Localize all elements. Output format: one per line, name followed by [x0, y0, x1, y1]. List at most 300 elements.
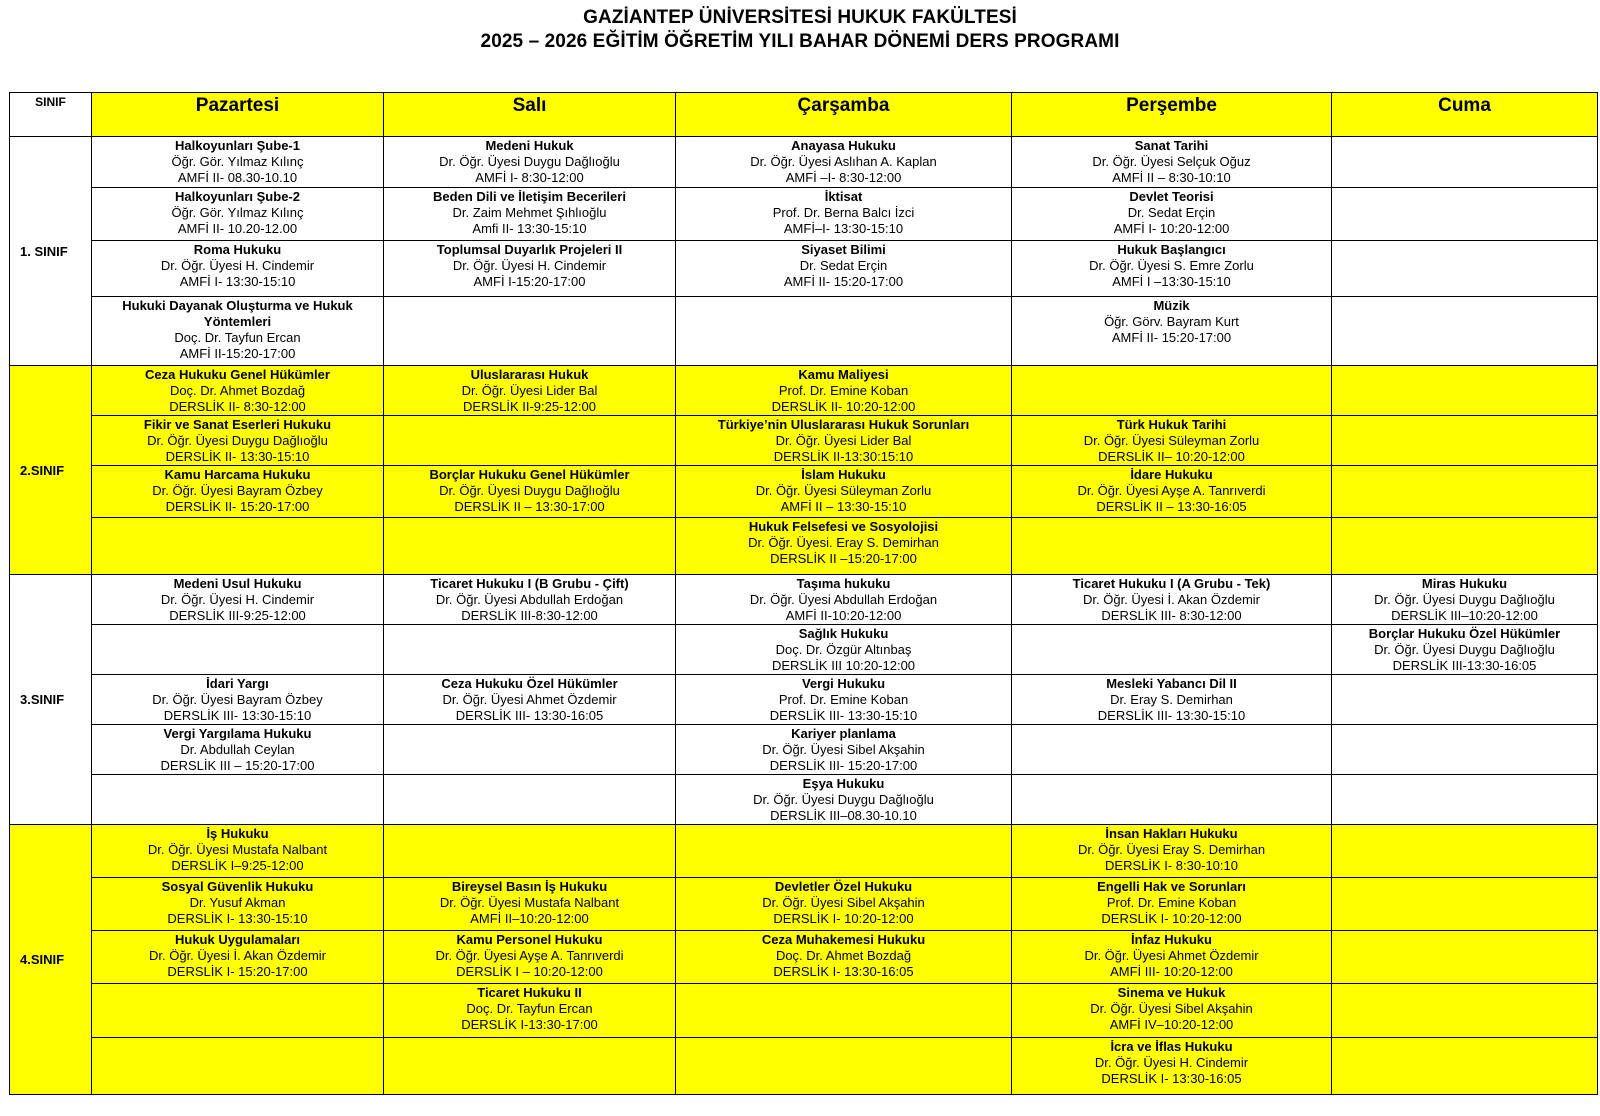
- course-name: Ceza Muhakemesi Hukuku: [761, 932, 926, 947]
- header-row: [10, 93, 1598, 137]
- course-name: Sağlık Hukuku: [798, 626, 889, 641]
- course-teacher: Dr. Öğr. Üyesi Lider Bal: [775, 433, 912, 448]
- empty-cell: [1332, 931, 1598, 984]
- schedule-row: [10, 625, 1598, 675]
- schedule-body: [10, 137, 1598, 1095]
- empty-cell: [1332, 675, 1598, 725]
- course: [1012, 575, 1331, 624]
- course-cell: [676, 188, 1012, 241]
- course-room-time: DERSLİK II-9:25-12:00: [463, 399, 596, 414]
- schedule-row: [10, 466, 1598, 518]
- schedule-row: [10, 931, 1598, 984]
- schedule-row: [10, 1038, 1598, 1095]
- course-name: İdari Yargı: [206, 676, 269, 691]
- course-name: Borçlar Hukuku Genel Hükümler: [429, 467, 630, 482]
- course-teacher: Dr. Öğr. Üyesi İ. Akan Özdemir: [1083, 592, 1260, 607]
- course-room-time: DERSLİK I-13:30-17:00: [461, 1017, 598, 1032]
- course-room-time: DERSLİK I–9:25-12:00: [171, 858, 304, 873]
- course-name: İdare Hukuku: [1130, 467, 1213, 482]
- empty-cell: [1332, 297, 1598, 366]
- course: [676, 466, 1011, 515]
- course: [676, 366, 1011, 415]
- course-cell: [92, 241, 384, 297]
- empty-cell: [384, 825, 676, 878]
- course-teacher: Dr. Sedat Erçin: [799, 258, 888, 273]
- course-teacher: Dr. Öğr. Üyesi Bayram Özbey: [152, 483, 323, 498]
- schedule-table: [9, 92, 1598, 1095]
- empty-cell: [1012, 366, 1332, 416]
- course: [1012, 878, 1331, 927]
- schedule-row: [10, 188, 1598, 241]
- empty-cell: [1332, 416, 1598, 466]
- course-name: Ticaret Hukuku I (A Grubu - Tek): [1072, 576, 1271, 591]
- course-room-time: DERSLİK III–08.30-10.10: [770, 808, 917, 823]
- course-teacher: Dr. Öğr. Üyesi Duygu Dağlıoğlu: [753, 792, 934, 807]
- course-name: Halkoyunları Şube-2: [175, 189, 300, 204]
- course-name: Ticaret Hukuku I (B Grubu - Çift): [430, 576, 629, 591]
- course: [92, 416, 383, 465]
- course-teacher: Dr. Öğr. Üyesi Süleyman Zorlu: [755, 483, 932, 498]
- course-cell: [1012, 984, 1332, 1038]
- course-name: Beden Dili ve İletişim Becerileri: [433, 189, 626, 204]
- course-teacher: Doç. Dr. Ahmet Bozdağ: [169, 383, 306, 398]
- empty-cell: [384, 416, 676, 466]
- course-cell: [1332, 575, 1598, 625]
- course: [92, 825, 383, 874]
- course-cell: [1012, 675, 1332, 725]
- course-cell: [384, 241, 676, 297]
- course: [1332, 575, 1597, 624]
- course-teacher: Dr. Yusuf Akman: [189, 895, 286, 910]
- course-cell: [1012, 188, 1332, 241]
- course-room-time: DERSLİK III- 13:30-15:10: [769, 708, 918, 723]
- course: [384, 366, 675, 415]
- course-name: Roma Hukuku: [193, 242, 282, 257]
- empty-cell: [92, 775, 384, 825]
- empty-cell: [1332, 825, 1598, 878]
- course-cell: [384, 366, 676, 416]
- course: [676, 188, 1011, 237]
- course-cell: [92, 137, 384, 188]
- empty-cell: [1332, 984, 1598, 1038]
- empty-cell: [1012, 725, 1332, 775]
- course: [384, 984, 675, 1033]
- course-room-time: AMFİ I- 8:30-12:00: [475, 170, 584, 185]
- column-header-pazartesi: Pazartesi: [92, 93, 384, 137]
- course: [1012, 416, 1331, 465]
- course: [1012, 297, 1331, 346]
- course-teacher: Doç. Dr. Tayfun Ercan: [174, 330, 301, 345]
- course-teacher: Dr. Öğr. Üyesi Ahmet Özdemir: [1084, 948, 1259, 963]
- course-room-time: DERSLİK III 10:20-12:00: [771, 658, 916, 673]
- course-name: Mesleki Yabancı Dil II: [1106, 676, 1237, 691]
- course: [1012, 1038, 1331, 1087]
- course-room-time: AMFİ I –13:30-15:10: [1112, 274, 1231, 289]
- course: [92, 575, 383, 624]
- course: [676, 241, 1011, 290]
- document-header: [0, 6, 1600, 54]
- course-name: İslam Hukuku: [801, 467, 886, 482]
- empty-cell: [384, 297, 676, 366]
- course-name: Siyaset Bilimi: [801, 242, 886, 257]
- course: [384, 466, 675, 515]
- course-cell: [92, 725, 384, 775]
- empty-cell: [1332, 466, 1598, 518]
- course-teacher: Dr. Zaim Mehmet Şıhlıoğlu: [452, 205, 607, 220]
- empty-cell: [384, 518, 676, 575]
- course-name: Vergi Yargılama Hukuku: [163, 726, 312, 741]
- course-name: İktisat: [824, 189, 863, 204]
- course: [676, 416, 1011, 465]
- course-room-time: DERSLİK I- 8:30-10:10: [1105, 858, 1238, 873]
- course-name: Halkoyunları Şube-1: [175, 138, 300, 153]
- course-name: Kamu Maliyesi: [798, 367, 889, 382]
- course: [676, 575, 1011, 624]
- course-cell: [676, 466, 1012, 518]
- course-name: Devlet Teorisi: [1129, 189, 1214, 204]
- course-cell: [1012, 297, 1332, 366]
- course-teacher: Dr. Öğr. Üyesi. Eray S. Demirhan: [748, 535, 939, 550]
- course-room-time: AMFİ II–10:20-12:00: [470, 911, 589, 926]
- course-teacher: Dr. Öğr. Üyesi İ. Akan Özdemir: [149, 948, 326, 963]
- course-cell: [676, 675, 1012, 725]
- title-line-1: GAZİANTEP ÜNİVERSİTESİ HUKUK FAKÜLTESİ: [583, 7, 1017, 28]
- course-teacher: Dr. Öğr. Üyesi Ahmet Özdemir: [442, 692, 617, 707]
- course-room-time: DERSLİK II – 13:30-17:00: [454, 499, 605, 514]
- course-teacher: Öğr. Görv. Bayram Kurt: [1104, 314, 1239, 329]
- course-name: Bireysel Basın İş Hukuku: [451, 879, 608, 894]
- column-header-carsamba: Çarşamba: [676, 93, 1012, 137]
- course-room-time: AMFİ II-10:20-12:00: [785, 608, 902, 623]
- course-name: Medeni Hukuk: [485, 138, 574, 153]
- course-cell: [384, 188, 676, 241]
- course-name: Türk Hukuk Tarihi: [1116, 417, 1227, 432]
- course-room-time: DERSLİK I- 13:30-16:05: [1101, 1071, 1242, 1086]
- course-room-time: DERSLİK III- 8:30-12:00: [1101, 608, 1242, 623]
- course-cell: [676, 518, 1012, 575]
- course-cell: [676, 137, 1012, 188]
- course: [92, 366, 383, 415]
- column-header-persembe: Perşembe: [1012, 93, 1332, 137]
- course-room-time: DERSLİK III- 13:30-15:10: [163, 708, 312, 723]
- empty-cell: [1332, 366, 1598, 416]
- course-cell: [92, 188, 384, 241]
- course-teacher: Doç. Dr. Ahmet Bozdağ: [775, 948, 912, 963]
- course-teacher: Dr. Öğr. Üyesi Aslıhan A. Kaplan: [750, 154, 937, 169]
- course-teacher: Dr. Öğr. Üyesi Bayram Özbey: [152, 692, 323, 707]
- course-name: Hukuk Başlangıcı: [1117, 242, 1226, 257]
- empty-cell: [1332, 137, 1598, 188]
- course-cell: [92, 675, 384, 725]
- course-teacher: Dr. Öğr. Üyesi Mustafa Nalbant: [439, 895, 620, 910]
- schedule-row: [10, 675, 1598, 725]
- course-cell: [384, 466, 676, 518]
- course-cell: [92, 931, 384, 984]
- course-teacher: Dr. Öğr. Üyesi H. Cindemir: [452, 258, 607, 273]
- course-cell: [676, 366, 1012, 416]
- course: [384, 241, 675, 290]
- course-teacher: Dr. Öğr. Üyesi Eray S. Demirhan: [1077, 842, 1266, 857]
- schedule-row: [10, 366, 1598, 416]
- course-cell: [92, 366, 384, 416]
- course-cell: [1012, 878, 1332, 931]
- course-cell: [92, 878, 384, 931]
- course-cell: [384, 675, 676, 725]
- course-room-time: DERSLİK I- 13:30-15:10: [167, 911, 308, 926]
- course-room-time: AMFİ I- 10:20-12:00: [1113, 221, 1230, 236]
- course-name: Hukuk Felsefesi ve Sosyolojisi: [748, 519, 939, 534]
- group-label: 3.SINIF: [10, 575, 92, 825]
- empty-cell: [1332, 1038, 1598, 1095]
- course: [676, 725, 1011, 774]
- course-name: Sinema ve Hukuk: [1117, 985, 1226, 1000]
- course-teacher: Dr. Öğr. Üyesi S. Emre Zorlu: [1089, 258, 1254, 273]
- course: [1012, 825, 1331, 874]
- course-name: Sosyal Güvenlik Hukuku: [161, 879, 314, 894]
- course: [384, 137, 675, 186]
- course-name: Fikir ve Sanat Eserleri Hukuku: [143, 417, 332, 432]
- course-teacher: Dr. Öğr. Üyesi Duygu Dağlıoğlu: [1374, 642, 1555, 657]
- course: [676, 931, 1011, 980]
- course-room-time: DERSLİK III–10:20-12:00: [1391, 608, 1538, 623]
- empty-cell: [1012, 775, 1332, 825]
- empty-cell: [1332, 518, 1598, 575]
- course: [92, 241, 383, 290]
- course-room-time: AMFİ II- 15:20-17:00: [783, 274, 904, 289]
- course-cell: [676, 931, 1012, 984]
- course: [92, 725, 383, 774]
- course-name: Türkiye’nin Uluslararası Hukuk Sorunları: [717, 417, 970, 432]
- empty-cell: [1332, 188, 1598, 241]
- course-teacher: Öğr. Gör. Yılmaz Kılınç: [171, 154, 304, 169]
- course-cell: [384, 931, 676, 984]
- course-teacher: Öğr. Gör. Yılmaz Kılınç: [171, 205, 304, 220]
- course-room-time: DERSLİK II-13:30:15:10: [773, 449, 914, 464]
- course: [384, 575, 675, 624]
- course-name: Toplumsal Duyarlık Projeleri II: [436, 242, 623, 257]
- course-room-time: AMFİ II- 08.30-10.10: [177, 170, 298, 185]
- course-teacher: Dr. Öğr. Üyesi Duygu Dağlıoğlu: [439, 483, 620, 498]
- course-cell: [384, 878, 676, 931]
- empty-cell: [1332, 725, 1598, 775]
- course-name: Uluslararası Hukuk: [470, 367, 589, 382]
- course: [676, 675, 1011, 724]
- empty-cell: [384, 725, 676, 775]
- course-teacher: Dr. Öğr. Üyesi Duygu Dağlıoğlu: [1374, 592, 1555, 607]
- course-teacher: Dr. Öğr. Üyesi Abdullah Erdoğan: [435, 592, 624, 607]
- course-name: Kamu Harcama Hukuku: [164, 467, 311, 482]
- course-teacher: Prof. Dr. Emine Koban: [778, 692, 909, 707]
- course-cell: [92, 825, 384, 878]
- course-cell: [676, 241, 1012, 297]
- course-teacher: Dr. Öğr. Üyesi Duygu Dağlıoğlu: [147, 433, 328, 448]
- course: [92, 931, 383, 980]
- course: [1012, 466, 1331, 515]
- course: [92, 137, 383, 186]
- course-teacher: Dr. Öğr. Üyesi Sibel Akşahin: [762, 742, 925, 757]
- schedule-row: [10, 878, 1598, 931]
- course-cell: [384, 137, 676, 188]
- course: [92, 188, 383, 237]
- course: [384, 931, 675, 980]
- course-name: Hukuki Dayanak Oluşturma ve Hukuk Yöntemleri: [122, 298, 353, 329]
- schedule-row: [10, 825, 1598, 878]
- empty-cell: [92, 984, 384, 1038]
- course-teacher: Dr. Abdullah Ceylan: [180, 742, 295, 757]
- schedule-row: [10, 984, 1598, 1038]
- group-label: 4.SINIF: [10, 825, 92, 1095]
- course: [1012, 241, 1331, 290]
- course-teacher: Dr. Öğr. Üyesi H. Cindemir: [160, 592, 315, 607]
- course-cell: [1012, 575, 1332, 625]
- schedule-row: [10, 775, 1598, 825]
- empty-cell: [1012, 625, 1332, 675]
- course-teacher: Dr. Öğr. Üyesi Selçuk Oğuz: [1092, 154, 1251, 169]
- group-label: 1. SINIF: [10, 137, 92, 366]
- schedule-row: [10, 416, 1598, 466]
- schedule-row: [10, 297, 1598, 366]
- course-cell: [676, 775, 1012, 825]
- course-room-time: DERSLİK III – 15:20-17:00: [160, 758, 315, 773]
- column-header-sinif: SINIF: [10, 93, 92, 137]
- course-cell: [1012, 931, 1332, 984]
- course-room-time: Amfi II- 13:30-15:10: [472, 221, 587, 236]
- course: [1012, 188, 1331, 237]
- empty-cell: [676, 297, 1012, 366]
- course: [384, 675, 675, 724]
- course-room-time: AMFİ I- 13:30-15:10: [179, 274, 296, 289]
- empty-cell: [92, 518, 384, 575]
- course: [676, 625, 1011, 674]
- course-cell: [676, 625, 1012, 675]
- course: [384, 188, 675, 237]
- course-teacher: Dr. Öğr. Üyesi Ayşe A. Tanrıverdi: [435, 948, 624, 963]
- empty-cell: [384, 625, 676, 675]
- course: [1012, 931, 1331, 980]
- course-name: Anayasa Hukuku: [791, 138, 896, 153]
- empty-cell: [384, 775, 676, 825]
- schedule-row: [10, 725, 1598, 775]
- column-header-cuma: Cuma: [1332, 93, 1598, 137]
- course-cell: [384, 575, 676, 625]
- course-cell: [1332, 625, 1598, 675]
- course-name: Engelli Hak ve Sorunları: [1097, 879, 1246, 894]
- course-room-time: AMFİ I-15:20-17:00: [473, 274, 586, 289]
- empty-cell: [92, 625, 384, 675]
- course-cell: [676, 725, 1012, 775]
- course: [1012, 137, 1331, 186]
- course-cell: [1012, 1038, 1332, 1095]
- course-name: Ticaret Hukuku II: [477, 985, 582, 1000]
- course-room-time: DERSLİK II- 15:20-17:00: [165, 499, 310, 514]
- course-room-time: DERSLİK III- 13:30-16:05: [455, 708, 604, 723]
- course: [676, 137, 1011, 186]
- course-room-time: DERSLİK II –15:20-17:00: [770, 551, 917, 566]
- course-name: Müzik: [1153, 298, 1190, 313]
- course: [92, 466, 383, 515]
- course-name: Taşıma hukuku: [796, 576, 891, 591]
- course-cell: [92, 575, 384, 625]
- course: [676, 775, 1011, 824]
- empty-cell: [1332, 878, 1598, 931]
- course-teacher: Dr. Öğr. Üyesi H. Cindemir: [1094, 1055, 1249, 1070]
- course-name: Medeni Usul Hukuku: [173, 576, 302, 591]
- course-teacher: Dr. Sedat Erçin: [1127, 205, 1216, 220]
- course-room-time: DERSLİK II- 8:30-12:00: [169, 399, 306, 414]
- course-teacher: Dr. Öğr. Üyesi Süleyman Zorlu: [1083, 433, 1260, 448]
- course-room-time: DERSLİK III-9:25-12:00: [169, 608, 306, 623]
- empty-cell: [676, 984, 1012, 1038]
- course: [384, 878, 675, 927]
- course-cell: [92, 416, 384, 466]
- course-room-time: DERSLİK I- 10:20-12:00: [1101, 911, 1242, 926]
- course-cell: [1012, 137, 1332, 188]
- course-name: İcra ve İflas Hukuku: [1110, 1039, 1233, 1054]
- empty-cell: [1332, 241, 1598, 297]
- course: [676, 518, 1011, 567]
- course-name: Borçlar Hukuku Özel Hükümler: [1368, 626, 1561, 641]
- course-room-time: AMFİ II – 8:30-10:10: [1112, 170, 1231, 185]
- empty-cell: [1332, 775, 1598, 825]
- course-room-time: DERSLİK III-13:30-16:05: [1392, 658, 1537, 673]
- course-teacher: Dr. Öğr. Üyesi H. Cindemir: [160, 258, 315, 273]
- course-room-time: DERSLİK I- 15:20-17:00: [167, 964, 308, 979]
- group-label: 2.SINIF: [10, 366, 92, 575]
- course: [1012, 984, 1331, 1033]
- course-teacher: Prof. Dr. Berna Balcı İzci: [772, 205, 915, 220]
- course-teacher: Prof. Dr. Emine Koban: [1106, 895, 1237, 910]
- course-room-time: DERSLİK II- 10:20-12:00: [771, 399, 916, 414]
- course-room-time: DERSLİK II – 13:30-16:05: [1096, 499, 1247, 514]
- title-line-2: 2025 – 2026 EĞİTİM ÖĞRETİM YILI BAHAR DÖNEMİ DERS PROGRAMI: [480, 31, 1120, 52]
- course-teacher: Dr. Öğr. Üyesi Sibel Akşahin: [1090, 1001, 1253, 1016]
- course-name: Sanat Tarihi: [1134, 138, 1209, 153]
- course-teacher: Dr. Öğr. Üyesi Ayşe A. Tanrıverdi: [1077, 483, 1266, 498]
- course-room-time: DERSLİK III- 13:30-15:10: [1097, 708, 1246, 723]
- course-name: Devletler Özel Hukuku: [774, 879, 913, 894]
- course-room-time: AMFİ II-15:20-17:00: [179, 346, 296, 361]
- course-room-time: AMFİ III- 10:20-12:00: [1110, 964, 1233, 979]
- schedule-row: [10, 241, 1598, 297]
- schedule-row: [10, 137, 1598, 188]
- course-cell: [1012, 241, 1332, 297]
- course-cell: [676, 416, 1012, 466]
- course: [1012, 675, 1331, 724]
- course-room-time: DERSLİK I- 13:30-16:05: [773, 964, 914, 979]
- course-cell: [92, 466, 384, 518]
- course-cell: [384, 984, 676, 1038]
- course-name: Kariyer planlama: [791, 726, 896, 741]
- course-room-time: AMFİ II- 15:20-17:00: [1111, 330, 1232, 345]
- course-name: Kamu Personel Hukuku: [456, 932, 603, 947]
- course: [676, 878, 1011, 927]
- course-name: Eşya Hukuku: [802, 776, 885, 791]
- empty-cell: [92, 1038, 384, 1095]
- course-cell: [1012, 416, 1332, 466]
- course-name: Hukuk Uygulamaları: [175, 932, 300, 947]
- course-teacher: Dr. Eray S. Demirhan: [1110, 692, 1233, 707]
- course-name: İş Hukuku: [206, 826, 269, 841]
- course-room-time: AMFİ II – 13:30-15:10: [780, 499, 907, 514]
- course-room-time: AMFİ II- 10.20-12.00: [177, 221, 298, 236]
- course-teacher: Doç. Dr. Tayfun Ercan: [466, 1001, 593, 1016]
- course-room-time: DERSLİK I – 10:20-12:00: [456, 964, 603, 979]
- course-name: Ceza Hukuku Genel Hükümler: [145, 367, 330, 382]
- course-cell: [676, 878, 1012, 931]
- course: [92, 297, 383, 362]
- course-name: Ceza Hukuku Özel Hükümler: [441, 676, 618, 691]
- course-cell: [92, 297, 384, 366]
